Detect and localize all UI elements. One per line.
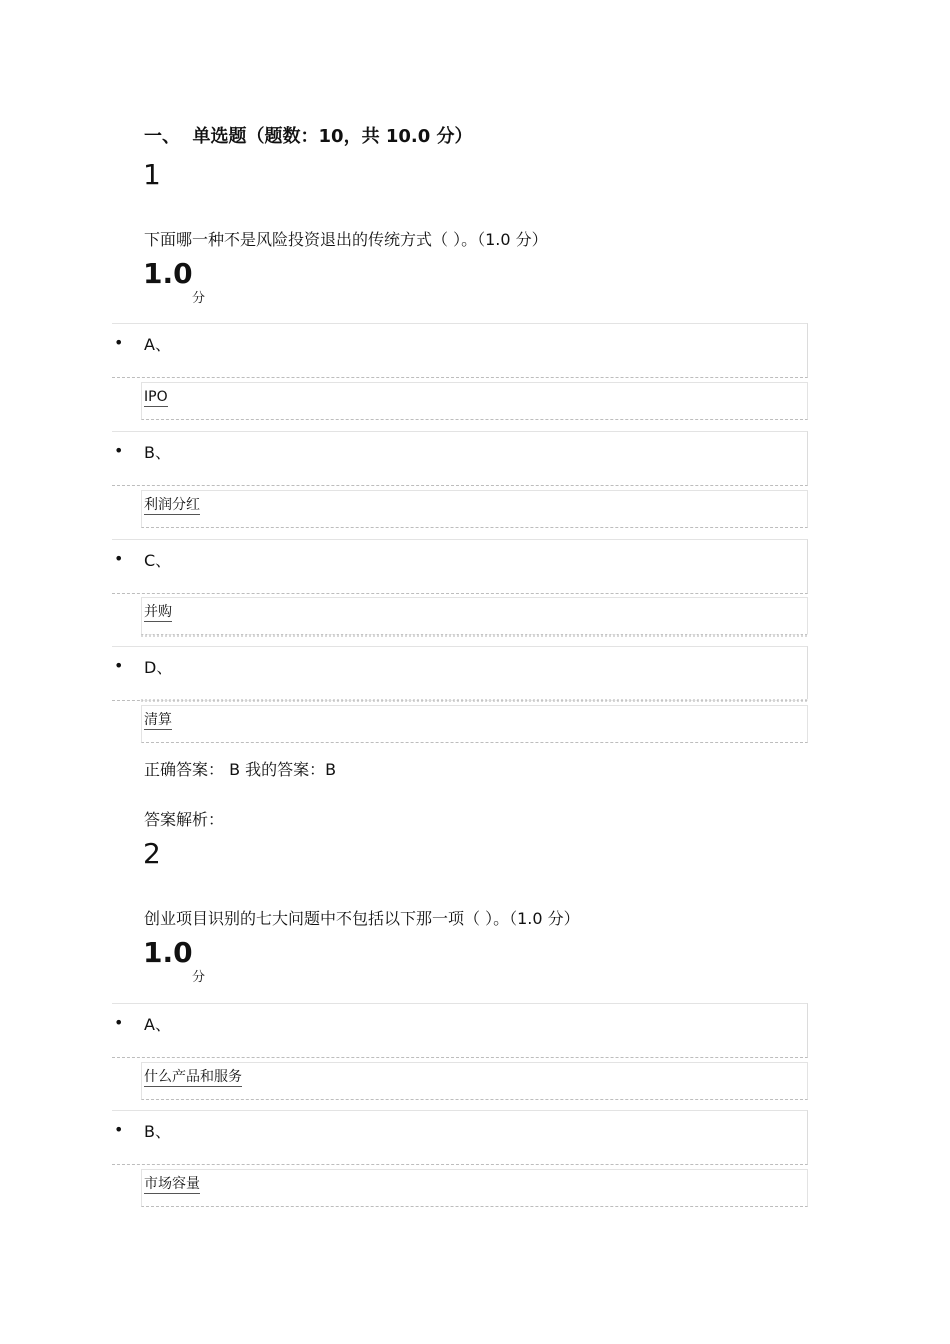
option-answer-text: IPO [144, 389, 168, 405]
bullet-icon: • [114, 549, 124, 568]
option-letter: C、 [144, 551, 172, 570]
option-letter: B、 [144, 443, 171, 462]
option-answer-text: 市场容量 [144, 1176, 200, 1192]
option-a[interactable] [112, 1003, 808, 1058]
answer-result: 正确答案： B 我的答案：B [144, 760, 337, 779]
option-letter: B、 [144, 1122, 171, 1141]
option-answer-text: 利润分红 [144, 497, 200, 513]
question-number: 1 [143, 158, 161, 191]
option-b-answer[interactable] [141, 490, 808, 528]
option-letter: D、 [144, 658, 173, 677]
bullet-icon: • [114, 333, 124, 352]
option-b[interactable] [112, 431, 808, 486]
question-score-unit: 分 [192, 970, 206, 985]
option-c[interactable] [112, 539, 808, 594]
option-answer-text: 清算 [144, 712, 172, 728]
bullet-icon: • [114, 1120, 124, 1139]
bullet-icon: • [114, 441, 124, 460]
question-text: 下面哪一种不是风险投资退出的传统方式（ ）。（1.0 分） [144, 230, 548, 249]
question-text: 创业项目识别的七大问题中不包括以下那一项（ ）。（1.0 分） [144, 909, 580, 928]
option-a-answer[interactable] [141, 1062, 808, 1100]
option-d[interactable] [112, 646, 808, 701]
option-letter: A、 [144, 1015, 171, 1034]
option-b[interactable] [112, 1110, 808, 1165]
divider [141, 634, 808, 637]
option-d-answer[interactable] [141, 705, 808, 743]
question-score-unit: 分 [192, 291, 206, 306]
bullet-icon: • [114, 1013, 124, 1032]
answer-analysis: 答案解析： [144, 810, 225, 829]
option-c-answer[interactable] [141, 597, 808, 635]
option-a[interactable] [112, 323, 808, 378]
question-score: 1.0 [143, 936, 193, 969]
option-b-answer[interactable] [141, 1169, 808, 1207]
question-score: 1.0 [143, 257, 193, 290]
question-number: 2 [143, 837, 161, 870]
option-letter: A、 [144, 335, 171, 354]
section-title: 一、 单选题（题数：10，共 10.0 分） [144, 126, 473, 147]
option-answer-text: 什么产品和服务 [144, 1069, 242, 1085]
bullet-icon: • [114, 656, 124, 675]
option-answer-text: 并购 [144, 604, 172, 620]
option-a-answer[interactable] [141, 382, 808, 420]
divider [141, 699, 808, 702]
